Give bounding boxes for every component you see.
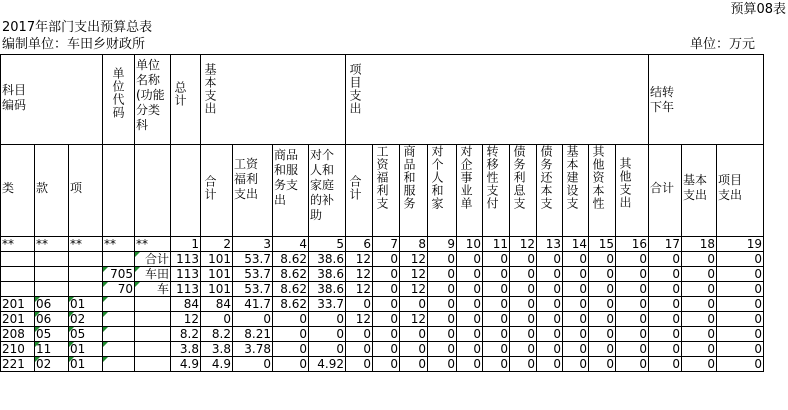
cell-xiang[interactable]: 02: [69, 312, 103, 327]
cell-kuan[interactable]: 06: [35, 297, 69, 312]
cell-value[interactable]: 12: [346, 312, 373, 327]
cell-ucode[interactable]: [103, 327, 135, 342]
index-cell[interactable]: 17: [649, 237, 682, 252]
table-row: [1, 312, 764, 327]
index-cell[interactable]: 19: [717, 237, 764, 252]
index-row: [1, 237, 764, 252]
cell-uname[interactable]: [135, 312, 171, 327]
cell-value[interactable]: 0: [400, 327, 428, 342]
p-other-cap-header: 其他资本性: [589, 145, 616, 237]
cell-lei[interactable]: 201: [1, 312, 35, 327]
cell-value[interactable]: 41.7: [233, 297, 273, 312]
cell-ucode[interactable]: [103, 297, 135, 312]
cell-value[interactable]: 0: [682, 342, 717, 357]
index-cell[interactable]: 12: [510, 237, 537, 252]
lei-header: 类: [1, 145, 35, 237]
cell-value[interactable]: 4.9: [201, 357, 233, 372]
index-cell[interactable]: 16: [616, 237, 649, 252]
cell-value[interactable]: 33.7: [309, 297, 346, 312]
cell-value[interactable]: 0: [428, 297, 457, 312]
cell-value[interactable]: 0: [682, 327, 717, 342]
cell-value[interactable]: 0: [717, 267, 764, 282]
sheet-code: 预算08表: [730, 2, 786, 17]
cell-value[interactable]: 0: [346, 342, 373, 357]
cell-value[interactable]: 0: [273, 342, 309, 357]
cell-value[interactable]: 0: [273, 357, 309, 372]
table-row: [1, 267, 764, 282]
cell-value[interactable]: 0: [457, 357, 483, 372]
cell-value[interactable]: 0: [457, 342, 483, 357]
cell-value[interactable]: 0: [589, 342, 616, 357]
cell-value[interactable]: 0: [233, 312, 273, 327]
carry-header: 结转下年: [649, 55, 764, 145]
cell-value[interactable]: 0: [717, 252, 764, 267]
cell-lei[interactable]: 208: [1, 327, 35, 342]
cell-value[interactable]: 0: [537, 267, 563, 282]
cell-value[interactable]: 0: [373, 297, 400, 312]
org-label: 编制单位：车田乡财政所: [2, 37, 146, 52]
budget-table: [0, 54, 764, 372]
cell-value[interactable]: 0: [457, 282, 483, 297]
cell-value[interactable]: 0: [483, 327, 510, 342]
p-debt-repay-header: 债务还本支: [537, 145, 563, 237]
unit-code-header-cont: [103, 145, 135, 237]
cell-value[interactable]: 0: [309, 312, 346, 327]
cell-value[interactable]: 4.92: [309, 357, 346, 372]
p-other-header: 其他支出: [616, 145, 649, 237]
cell-value[interactable]: 0: [510, 282, 537, 297]
cell-lei[interactable]: 201: [1, 297, 35, 312]
cell-value[interactable]: 101: [201, 267, 233, 282]
cell-value[interactable]: 0: [400, 357, 428, 372]
cell-value[interactable]: 0: [682, 312, 717, 327]
subject-code-header: 科目编码: [1, 55, 103, 145]
cell-value[interactable]: 0: [428, 267, 457, 282]
index-cell[interactable]: 1: [171, 237, 201, 252]
c-project-header: 项目支出: [717, 145, 764, 237]
cell-value[interactable]: 53.7: [233, 282, 273, 297]
index-cell[interactable]: **: [103, 237, 135, 252]
cell-value[interactable]: 8.62: [273, 267, 309, 282]
cell-value[interactable]: 0: [537, 342, 563, 357]
unit-name-header: 单位名称(功能分类科: [135, 55, 171, 145]
cell-value[interactable]: 0: [373, 252, 400, 267]
cell-value[interactable]: 12: [400, 282, 428, 297]
cell-kuan[interactable]: 11: [35, 342, 69, 357]
cell-value[interactable]: 0: [682, 297, 717, 312]
table-row: [1, 357, 764, 372]
xiang-header: 项: [69, 145, 103, 237]
cell-value[interactable]: 0: [457, 267, 483, 282]
index-cell[interactable]: **: [135, 237, 171, 252]
personal-header: 对个人和家庭的补助: [309, 145, 346, 237]
cell-value[interactable]: 0: [233, 357, 273, 372]
cell-value[interactable]: 0: [483, 282, 510, 297]
cell-value[interactable]: 8.21: [233, 327, 273, 342]
cell-value[interactable]: 0: [273, 312, 309, 327]
p-personal-header: 对个人和家: [428, 145, 457, 237]
cell-kuan[interactable]: 06: [35, 312, 69, 327]
cell-value[interactable]: 0: [589, 252, 616, 267]
cell-value[interactable]: 0: [457, 327, 483, 342]
cell-value[interactable]: 0: [589, 357, 616, 372]
cell-value[interactable]: 0: [563, 252, 589, 267]
cell-value[interactable]: 0: [563, 282, 589, 297]
cell-value[interactable]: 0: [537, 357, 563, 372]
cell-xiang[interactable]: [69, 252, 103, 267]
cell-value[interactable]: 0: [717, 312, 764, 327]
cell-value[interactable]: 0: [483, 267, 510, 282]
cell-uname[interactable]: [135, 342, 171, 357]
page-title: 2017年部门支出预算总表: [2, 20, 153, 35]
cell-value[interactable]: 0: [537, 327, 563, 342]
table-row: [1, 297, 764, 312]
cell-value[interactable]: 0: [649, 357, 682, 372]
c-basic-header: 基本支出: [682, 145, 717, 237]
cell-value[interactable]: 101: [201, 282, 233, 297]
cell-value[interactable]: 38.6: [309, 252, 346, 267]
unit-name-header-cont: [135, 145, 171, 237]
table-row: [1, 282, 764, 297]
cell-value[interactable]: 3.8: [171, 342, 201, 357]
cell-value[interactable]: 0: [483, 357, 510, 372]
cell-value[interactable]: 8.62: [273, 282, 309, 297]
proj-total-header: 合计: [346, 145, 373, 237]
cell-value[interactable]: 12: [400, 312, 428, 327]
cell-value[interactable]: 0: [616, 342, 649, 357]
cell-xiang[interactable]: 01: [69, 357, 103, 372]
cell-value[interactable]: 0: [309, 342, 346, 357]
cell-value[interactable]: 0: [537, 252, 563, 267]
p-capital-header: 基本建设支: [563, 145, 589, 237]
cell-value[interactable]: 8.62: [273, 252, 309, 267]
index-cell[interactable]: 14: [563, 237, 589, 252]
cell-value[interactable]: 0: [428, 357, 457, 372]
cell-value[interactable]: 12: [400, 252, 428, 267]
cell-value[interactable]: 0: [201, 312, 233, 327]
cell-lei[interactable]: 221: [1, 357, 35, 372]
cell-value[interactable]: 0: [483, 342, 510, 357]
cell-value[interactable]: 0: [717, 342, 764, 357]
index-cell[interactable]: 15: [589, 237, 616, 252]
cell-value[interactable]: 0: [616, 252, 649, 267]
cell-ucode[interactable]: [103, 342, 135, 357]
index-cell[interactable]: **: [69, 237, 103, 252]
cell-value[interactable]: 0: [649, 327, 682, 342]
cell-value[interactable]: 84: [201, 297, 233, 312]
index-cell[interactable]: **: [1, 237, 35, 252]
cell-value[interactable]: 0: [346, 357, 373, 372]
total-header-cont: [171, 145, 201, 237]
cell-value[interactable]: 0: [457, 252, 483, 267]
cell-value[interactable]: 12: [171, 312, 201, 327]
cell-value[interactable]: 12: [400, 267, 428, 282]
p-debt-int-header: 债务利息支: [510, 145, 537, 237]
cell-value[interactable]: 0: [510, 327, 537, 342]
cell-kuan[interactable]: [35, 252, 69, 267]
cell-uname[interactable]: 车田: [135, 267, 171, 282]
cell-value[interactable]: 0: [563, 312, 589, 327]
total-header: 总计: [171, 55, 201, 145]
wage-header: 工资福利支出: [233, 145, 273, 237]
cell-value[interactable]: 0: [589, 282, 616, 297]
cell-value[interactable]: 3.78: [233, 342, 273, 357]
cell-value[interactable]: 0: [682, 282, 717, 297]
project-header: 项目支出: [346, 55, 649, 145]
cell-value[interactable]: 0: [616, 357, 649, 372]
cell-ucode[interactable]: 705: [103, 267, 135, 282]
cell-value[interactable]: 0: [428, 327, 457, 342]
cell-value[interactable]: 0: [537, 297, 563, 312]
c-total-header: 合计: [649, 145, 682, 237]
cell-kuan[interactable]: [35, 282, 69, 297]
cell-value[interactable]: 0: [457, 297, 483, 312]
cell-value[interactable]: 38.6: [309, 267, 346, 282]
index-cell[interactable]: 2: [201, 237, 233, 252]
cell-value[interactable]: 0: [563, 342, 589, 357]
cell-value[interactable]: 12: [346, 267, 373, 282]
header-row-1: [1, 55, 764, 145]
cell-value[interactable]: 0: [537, 282, 563, 297]
cell-value[interactable]: 0: [616, 312, 649, 327]
p-transfer-header: 转移性支付: [483, 145, 510, 237]
cell-value[interactable]: 84: [171, 297, 201, 312]
p-wage-header: 工资福利支: [373, 145, 400, 237]
cell-lei[interactable]: 210: [1, 342, 35, 357]
cell-value[interactable]: 0: [373, 282, 400, 297]
cell-value[interactable]: 0: [510, 297, 537, 312]
cell-xiang[interactable]: 01: [69, 342, 103, 357]
cell-lei[interactable]: [1, 282, 35, 297]
cell-value[interactable]: 8.2: [171, 327, 201, 342]
table-row: [1, 327, 764, 342]
cell-value[interactable]: 0: [589, 297, 616, 312]
cell-value[interactable]: 0: [373, 312, 400, 327]
basic-total-header: 合计: [201, 145, 233, 237]
cell-kuan[interactable]: 05: [35, 327, 69, 342]
cell-value[interactable]: 0: [373, 267, 400, 282]
cell-ucode[interactable]: [103, 357, 135, 372]
cell-value[interactable]: 0: [346, 297, 373, 312]
unit-label: 单位：万元: [690, 37, 756, 52]
cell-xiang[interactable]: [69, 267, 103, 282]
basic-header: 基本支出: [201, 55, 346, 145]
cell-value[interactable]: 0: [616, 267, 649, 282]
cell-value[interactable]: 0: [428, 342, 457, 357]
index-cell[interactable]: 3: [233, 237, 273, 252]
table-row: [1, 342, 764, 357]
cell-value[interactable]: 0: [589, 267, 616, 282]
cell-value[interactable]: 0: [400, 297, 428, 312]
cell-value[interactable]: 0: [563, 327, 589, 342]
cell-value[interactable]: 8.62: [273, 297, 309, 312]
cell-value[interactable]: 0: [682, 252, 717, 267]
index-cell[interactable]: 6: [346, 237, 373, 252]
cell-value[interactable]: 0: [510, 312, 537, 327]
p-goods-header: 商品和服务: [400, 145, 428, 237]
cell-lei[interactable]: [1, 252, 35, 267]
cell-value[interactable]: 113: [171, 267, 201, 282]
table-row: [1, 252, 764, 267]
index-cell[interactable]: 11: [483, 237, 510, 252]
cell-value[interactable]: 0: [309, 327, 346, 342]
cell-uname[interactable]: 车: [135, 282, 171, 297]
cell-value[interactable]: 0: [373, 342, 400, 357]
cell-value[interactable]: 0: [589, 312, 616, 327]
cell-value[interactable]: 0: [717, 327, 764, 342]
cell-value[interactable]: 53.7: [233, 252, 273, 267]
cell-ucode[interactable]: [103, 252, 135, 267]
index-cell[interactable]: 8: [400, 237, 428, 252]
cell-xiang[interactable]: [69, 282, 103, 297]
cell-value[interactable]: 0: [346, 327, 373, 342]
index-cell[interactable]: 7: [373, 237, 400, 252]
cell-value[interactable]: 0: [563, 357, 589, 372]
cell-value[interactable]: 113: [171, 282, 201, 297]
cell-value[interactable]: 0: [717, 282, 764, 297]
cell-value[interactable]: 0: [649, 267, 682, 282]
cell-value[interactable]: 0: [616, 297, 649, 312]
index-cell[interactable]: **: [35, 237, 69, 252]
cell-value[interactable]: 0: [616, 282, 649, 297]
cell-value[interactable]: 0: [537, 312, 563, 327]
cell-value[interactable]: 0: [510, 357, 537, 372]
cell-value[interactable]: 0: [457, 312, 483, 327]
cell-uname[interactable]: [135, 327, 171, 342]
cell-value[interactable]: 12: [346, 252, 373, 267]
cell-value[interactable]: 0: [649, 342, 682, 357]
cell-value[interactable]: 0: [510, 252, 537, 267]
cell-value[interactable]: 101: [201, 252, 233, 267]
cell-value[interactable]: 0: [483, 297, 510, 312]
cell-kuan[interactable]: 02: [35, 357, 69, 372]
cell-value[interactable]: 0: [589, 327, 616, 342]
cell-ucode[interactable]: 70: [103, 282, 135, 297]
cell-value[interactable]: 0: [616, 327, 649, 342]
cell-value[interactable]: 8.2: [201, 327, 233, 342]
cell-uname[interactable]: 合计: [135, 252, 171, 267]
p-enterprise-header: 对企事业单: [457, 145, 483, 237]
cell-value[interactable]: 0: [510, 342, 537, 357]
header-row-2: [1, 145, 764, 237]
cell-value[interactable]: 0: [649, 252, 682, 267]
cell-value[interactable]: 4.9: [171, 357, 201, 372]
index-cell[interactable]: 5: [309, 237, 346, 252]
index-cell[interactable]: 4: [273, 237, 309, 252]
cell-kuan[interactable]: [35, 267, 69, 282]
cell-value[interactable]: 38.6: [309, 282, 346, 297]
cell-value[interactable]: 0: [400, 342, 428, 357]
cell-xiang[interactable]: 05: [69, 327, 103, 342]
goods-header: 商品和服务支出: [273, 145, 309, 237]
cell-value[interactable]: 0: [483, 312, 510, 327]
cell-value[interactable]: 113: [171, 252, 201, 267]
cell-value[interactable]: 12: [346, 282, 373, 297]
cell-value[interactable]: 0: [428, 282, 457, 297]
cell-uname[interactable]: [135, 297, 171, 312]
cell-value[interactable]: 0: [273, 327, 309, 342]
index-cell[interactable]: 18: [682, 237, 717, 252]
cell-value[interactable]: 3.8: [201, 342, 233, 357]
cell-lei[interactable]: [1, 267, 35, 282]
cell-value[interactable]: 0: [373, 357, 400, 372]
cell-value[interactable]: 0: [717, 297, 764, 312]
cell-value[interactable]: 0: [428, 252, 457, 267]
kuan-header: 款: [35, 145, 69, 237]
cell-value[interactable]: 0: [563, 267, 589, 282]
cell-value[interactable]: 0: [373, 327, 400, 342]
cell-uname[interactable]: [135, 357, 171, 372]
cell-value[interactable]: 53.7: [233, 267, 273, 282]
cell-value[interactable]: 0: [649, 297, 682, 312]
cell-ucode[interactable]: [103, 312, 135, 327]
cell-value[interactable]: 0: [510, 267, 537, 282]
cell-value[interactable]: 0: [649, 282, 682, 297]
unit-code-header: 单位代码: [103, 55, 135, 145]
cell-value[interactable]: 0: [649, 312, 682, 327]
cell-value[interactable]: 0: [717, 357, 764, 372]
cell-value[interactable]: 0: [682, 357, 717, 372]
cell-xiang[interactable]: 01: [69, 297, 103, 312]
cell-value[interactable]: 0: [563, 297, 589, 312]
cell-value[interactable]: 0: [483, 252, 510, 267]
index-cell[interactable]: 13: [537, 237, 563, 252]
cell-value[interactable]: 0: [428, 312, 457, 327]
index-cell[interactable]: 9: [428, 237, 457, 252]
index-cell[interactable]: 10: [457, 237, 483, 252]
cell-value[interactable]: 0: [682, 267, 717, 282]
